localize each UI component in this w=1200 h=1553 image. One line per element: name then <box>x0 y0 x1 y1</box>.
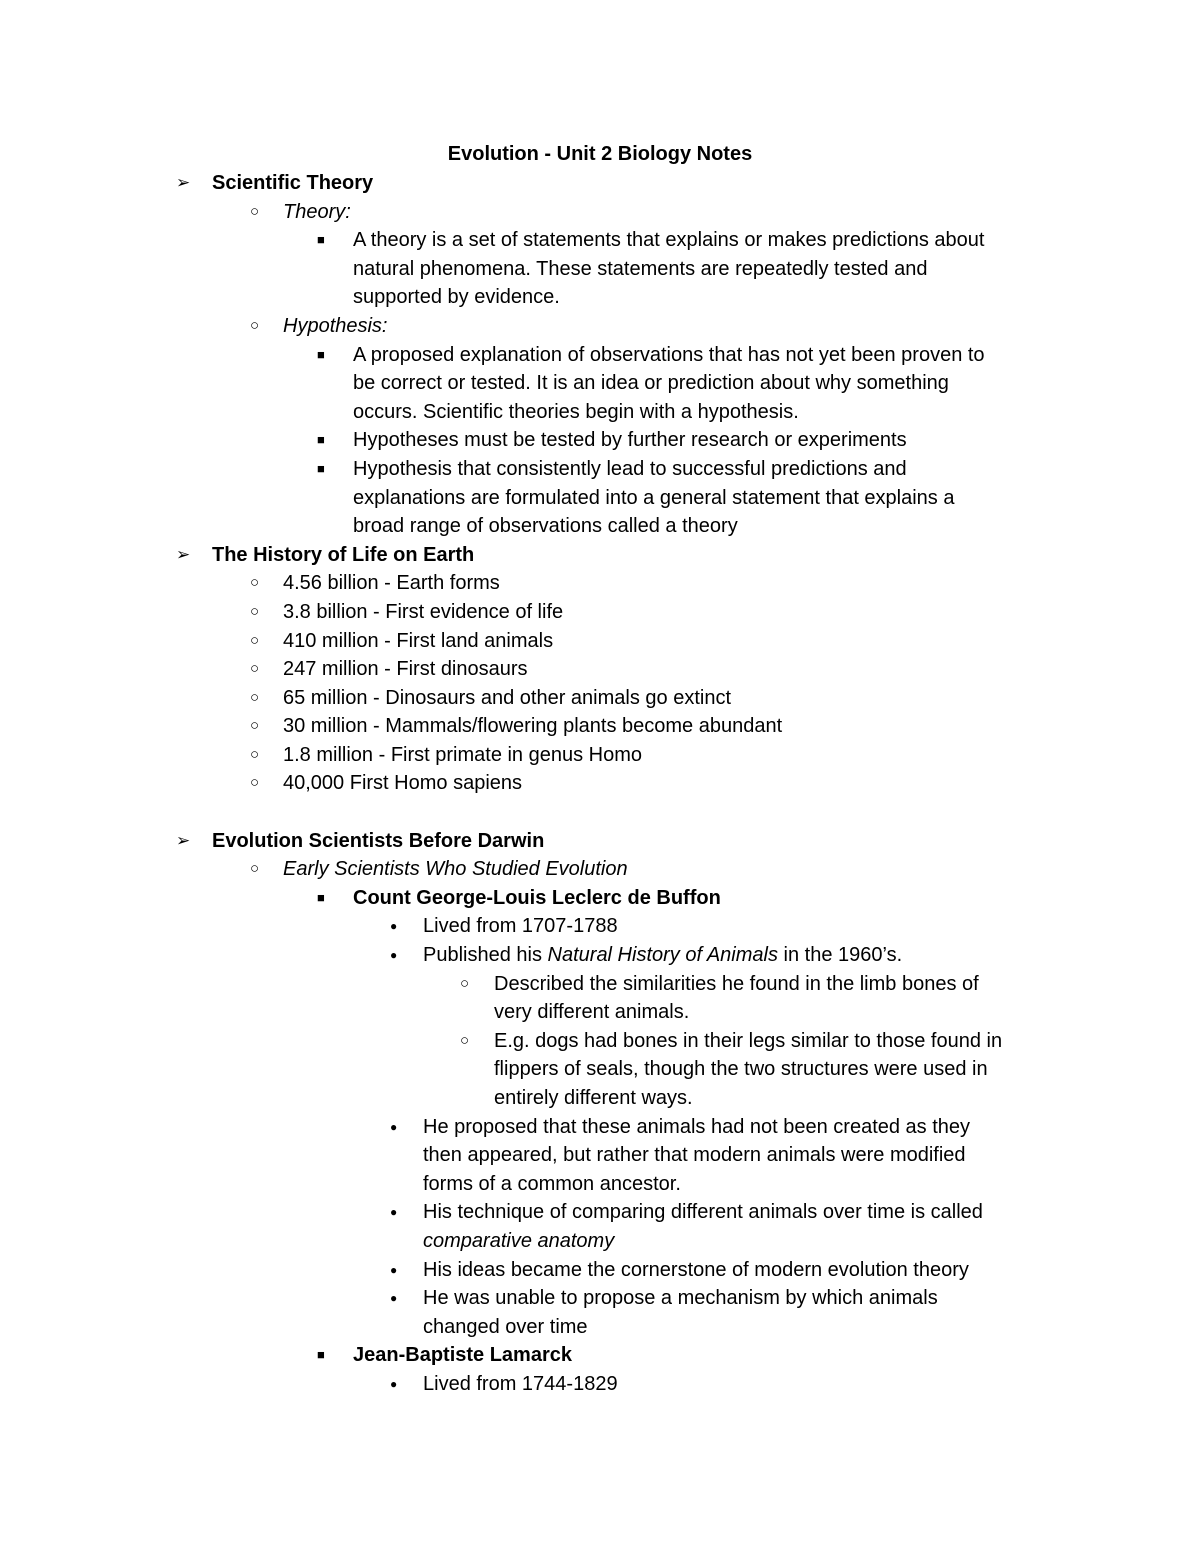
circle-bullet-icon: ○ <box>250 688 260 706</box>
early-scientists-subheading: Early Scientists Who Studied Evolution <box>283 858 628 881</box>
list-item <box>0 226 1200 255</box>
list-item <box>0 941 1200 970</box>
lamarck-lived: Lived from 1744-1829 <box>423 1372 618 1395</box>
list-item <box>0 1113 1200 1142</box>
list-item-continuation <box>0 255 1200 284</box>
scientist-name-buffon: Count George-Louis Leclerc de Buffon <box>353 886 721 909</box>
timeline-item: 65 million - Dinosaurs and other animals go extinct <box>283 686 731 709</box>
theory-label: Theory: <box>283 200 351 223</box>
square-bullet-icon: ■ <box>317 346 325 362</box>
blank-line <box>0 798 1200 827</box>
arrow-bullet-icon: ➢ <box>176 544 191 564</box>
theory-definition-line: supported by evidence. <box>353 286 560 309</box>
buffon-described-line: Described the similarities he found in the limb bones of <box>494 972 979 995</box>
list-item <box>0 741 1200 770</box>
hypothesis-definition-line: occurs. Scientific theories begin with a hypothesis. <box>353 400 799 423</box>
scientist-name-lamarck: Jean-Baptiste Lamarck <box>353 1344 572 1367</box>
circle-bullet-icon: ○ <box>250 631 260 649</box>
list-item <box>0 627 1200 656</box>
list-item <box>0 1341 1200 1370</box>
list-item <box>0 1370 1200 1399</box>
timeline-item: 247 million - First dinosaurs <box>283 658 528 681</box>
buffon-proposed-line: then appeared, but rather that modern animals were modified <box>423 1144 966 1167</box>
published-prefix: Published his <box>423 944 548 967</box>
list-item-continuation <box>0 1170 1200 1199</box>
buffon-described-line: very different animals. <box>494 1001 690 1024</box>
square-bullet-icon: ■ <box>317 460 325 476</box>
comparative-anatomy-term: comparative anatomy <box>423 1229 615 1252</box>
circle-bullet-icon: ○ <box>250 860 260 878</box>
list-item <box>0 1284 1200 1313</box>
list-item <box>0 1256 1200 1285</box>
hypothesis-theory-line: Hypothesis that consistently lead to successful predictions and <box>353 457 907 480</box>
list-item-continuation <box>0 1084 1200 1113</box>
square-bullet-icon: ■ <box>317 232 325 248</box>
document-title: Evolution - Unit 2 Biology Notes <box>447 143 753 165</box>
list-item <box>0 712 1200 741</box>
timeline-item: 1.8 million - First primate in genus Homo <box>283 743 643 766</box>
list-item <box>0 598 1200 627</box>
list-item-continuation <box>0 1141 1200 1170</box>
list-item <box>0 769 1200 798</box>
list-item <box>0 426 1200 455</box>
dot-bullet-icon: ● <box>390 1119 398 1134</box>
dot-bullet-icon: ● <box>390 948 398 963</box>
section-heading-row <box>0 827 1200 856</box>
list-item-continuation <box>0 998 1200 1027</box>
document-body <box>0 169 1200 1399</box>
list-item-continuation <box>0 512 1200 541</box>
buffon-lived: Lived from 1707-1788 <box>423 915 618 938</box>
list-item <box>0 341 1200 370</box>
timeline-item: 40,000 First Homo sapiens <box>283 772 523 795</box>
section-heading-row <box>0 169 1200 198</box>
list-item-continuation <box>0 1313 1200 1342</box>
list-item <box>0 912 1200 941</box>
list-item <box>0 655 1200 684</box>
circle-bullet-icon: ○ <box>250 602 260 620</box>
theory-definition-line: natural phenomena. These statements are repeatedly tested and <box>353 257 928 280</box>
timeline-item: 30 million - Mammals/flowering plants become abundant <box>283 715 783 738</box>
list-item <box>0 684 1200 713</box>
list-item <box>0 312 1200 341</box>
section-heading-row <box>0 541 1200 570</box>
circle-bullet-icon: ○ <box>250 717 260 735</box>
section-heading-history-of-life: The History of Life on Earth <box>212 543 475 566</box>
buffon-proposed-line: He proposed that these animals had not been created as they <box>423 1115 971 1138</box>
timeline-item: 3.8 billion - First evidence of life <box>283 600 564 623</box>
circle-bullet-icon: ○ <box>250 574 260 592</box>
book-title: Natural History of Animals <box>547 944 778 967</box>
dot-bullet-icon: ● <box>390 919 398 934</box>
square-bullet-icon: ■ <box>317 889 325 905</box>
hypothesis-label: Hypothesis: <box>283 314 388 337</box>
list-item-continuation <box>0 1055 1200 1084</box>
dot-bullet-icon: ● <box>390 1291 398 1306</box>
buffon-example-line: entirely different ways. <box>494 1087 693 1109</box>
list-item-continuation <box>0 484 1200 513</box>
arrow-bullet-icon: ➢ <box>176 173 191 192</box>
timeline-item: 4.56 billion - Earth forms <box>283 572 500 595</box>
list-item <box>0 569 1200 598</box>
hypothesis-definition-line: A proposed explanation of observations that has not yet been proven to <box>353 343 985 366</box>
circle-bullet-icon: ○ <box>250 316 260 334</box>
circle-bullet-icon: ○ <box>250 660 260 678</box>
circle-bullet-icon: ○ <box>250 202 260 220</box>
list-item <box>0 970 1200 999</box>
published-suffix: in the 1960’s. <box>777 944 903 967</box>
arrow-bullet-icon: ➢ <box>176 830 191 850</box>
list-item-continuation <box>0 369 1200 398</box>
circle-bullet-icon: ○ <box>250 745 260 763</box>
buffon-published <box>423 941 902 970</box>
section-heading-scientists-before-darwin: Evolution Scientists Before Darwin <box>212 829 545 852</box>
timeline-item: 410 million - First land animals <box>283 629 554 652</box>
dot-bullet-icon: ● <box>390 1262 398 1277</box>
circle-bullet-icon: ○ <box>250 774 260 792</box>
hypothesis-theory-line: broad range of observations called a theory <box>353 515 738 538</box>
buffon-example-line: flippers of seals, though the two structures were used in <box>494 1058 988 1081</box>
list-item <box>0 855 1200 884</box>
list-item <box>0 884 1200 913</box>
circle-bullet-icon: ○ <box>460 1031 470 1049</box>
list-item <box>0 1198 1200 1227</box>
square-bullet-icon: ■ <box>317 1347 325 1363</box>
circle-bullet-icon: ○ <box>460 974 470 992</box>
list-item-continuation <box>0 398 1200 427</box>
hypothesis-definition-line: be correct or tested. It is an idea or prediction about why something <box>353 372 949 395</box>
list-item <box>0 455 1200 484</box>
list-item-continuation <box>0 283 1200 312</box>
dot-bullet-icon: ● <box>390 1376 398 1391</box>
hypothesis-testing-line: Hypotheses must be tested by further research or experiments <box>353 429 907 452</box>
square-bullet-icon: ■ <box>317 432 325 448</box>
buffon-unable-line: He was unable to propose a mechanism by which animals <box>423 1287 938 1310</box>
theory-definition-line: A theory is a set of statements that explains or makes predictions about <box>353 229 985 252</box>
buffon-example-line: E.g. dogs had bones in their legs similar to those found in <box>494 1029 1003 1052</box>
buffon-ideas-line: His ideas became the cornerstone of modern evolution theory <box>423 1258 969 1281</box>
list-item <box>0 198 1200 227</box>
list-item-continuation <box>0 1227 1200 1256</box>
dot-bullet-icon: ● <box>390 1205 398 1220</box>
buffon-technique-line: His technique of comparing different animals over time is called <box>423 1201 983 1224</box>
list-item <box>0 1027 1200 1056</box>
hypothesis-theory-line: explanations are formulated into a general statement that explains a <box>353 486 955 509</box>
buffon-proposed-line: forms of a common ancestor. <box>423 1172 681 1195</box>
section-heading-scientific-theory: Scientific Theory <box>212 172 374 194</box>
buffon-unable-line: changed over time <box>423 1315 588 1338</box>
